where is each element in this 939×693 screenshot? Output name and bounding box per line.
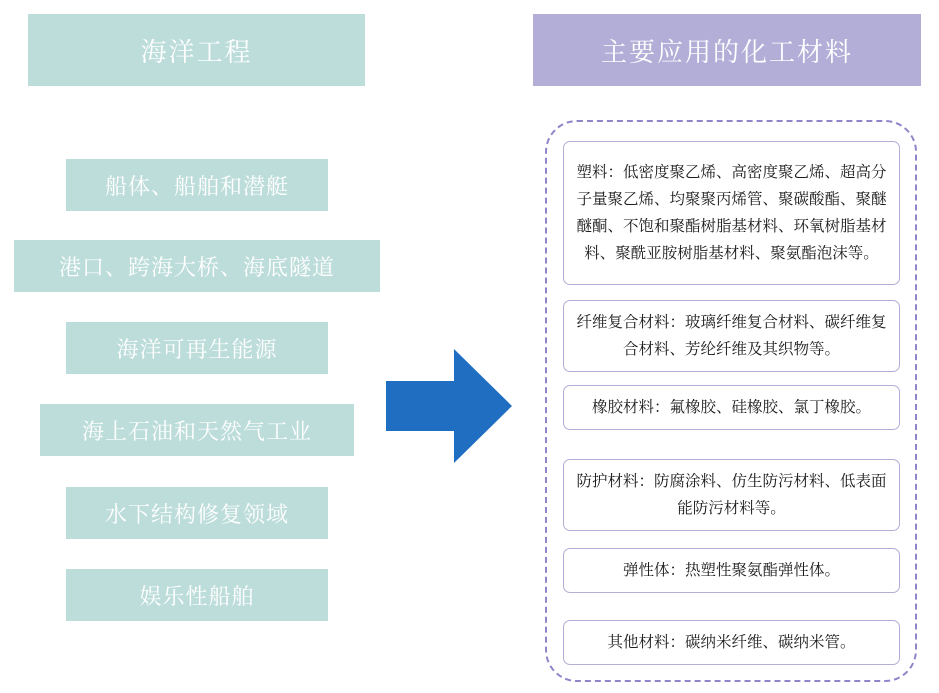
left-item-4: 水下结构修复领域 [66, 487, 328, 539]
material-card-elastomer-text: 弹性体：热塑性聚氨酯弹性体。 [622, 562, 840, 579]
material-card-rubber-text: 橡胶材料：氟橡胶、硅橡胶、氯丁橡胶。 [591, 399, 871, 416]
material-card-plastics [563, 141, 900, 285]
material-card-protective [563, 459, 900, 531]
left-column-header: 海洋工程 [28, 14, 365, 86]
left-item-0: 船体、船舶和潜艇 [66, 159, 328, 211]
material-card-protective-text: 防护材料：防腐涂料、仿生防污材料、低表面能防污材料等。 [576, 473, 887, 517]
material-card-other-text: 其他材料：碳纳米纤维、碳纳米管。 [607, 634, 856, 651]
right-arrow-icon [386, 343, 512, 469]
left-item-5: 娱乐性船舶 [66, 569, 328, 621]
left-item-3: 海上石油和天然气工业 [40, 404, 354, 456]
material-card-elastomer [563, 548, 900, 593]
material-card-other [563, 620, 900, 665]
left-item-1: 港口、跨海大桥、海底隧道 [14, 240, 380, 292]
material-card-plastics-text: 塑料：低密度聚乙烯、高密度聚乙烯、超高分子量聚乙烯、均聚聚丙烯管、聚碳酸酯、聚醚醚酮、不饱和聚酯树脂基材料、环氧树脂基材料、聚酰亚胺树脂基材料、聚氨酯泡沫等。 [576, 164, 887, 262]
material-card-rubber [563, 385, 900, 430]
material-card-fiber-composites [563, 300, 900, 372]
material-card-fiber-composites-text: 纤维复合材料：玻璃纤维复合材料、碳纤维复合材料、芳纶纤维及其织物等。 [576, 314, 887, 358]
left-item-2: 海洋可再生能源 [66, 322, 328, 374]
right-column-header: 主要应用的化工材料 [533, 14, 921, 86]
